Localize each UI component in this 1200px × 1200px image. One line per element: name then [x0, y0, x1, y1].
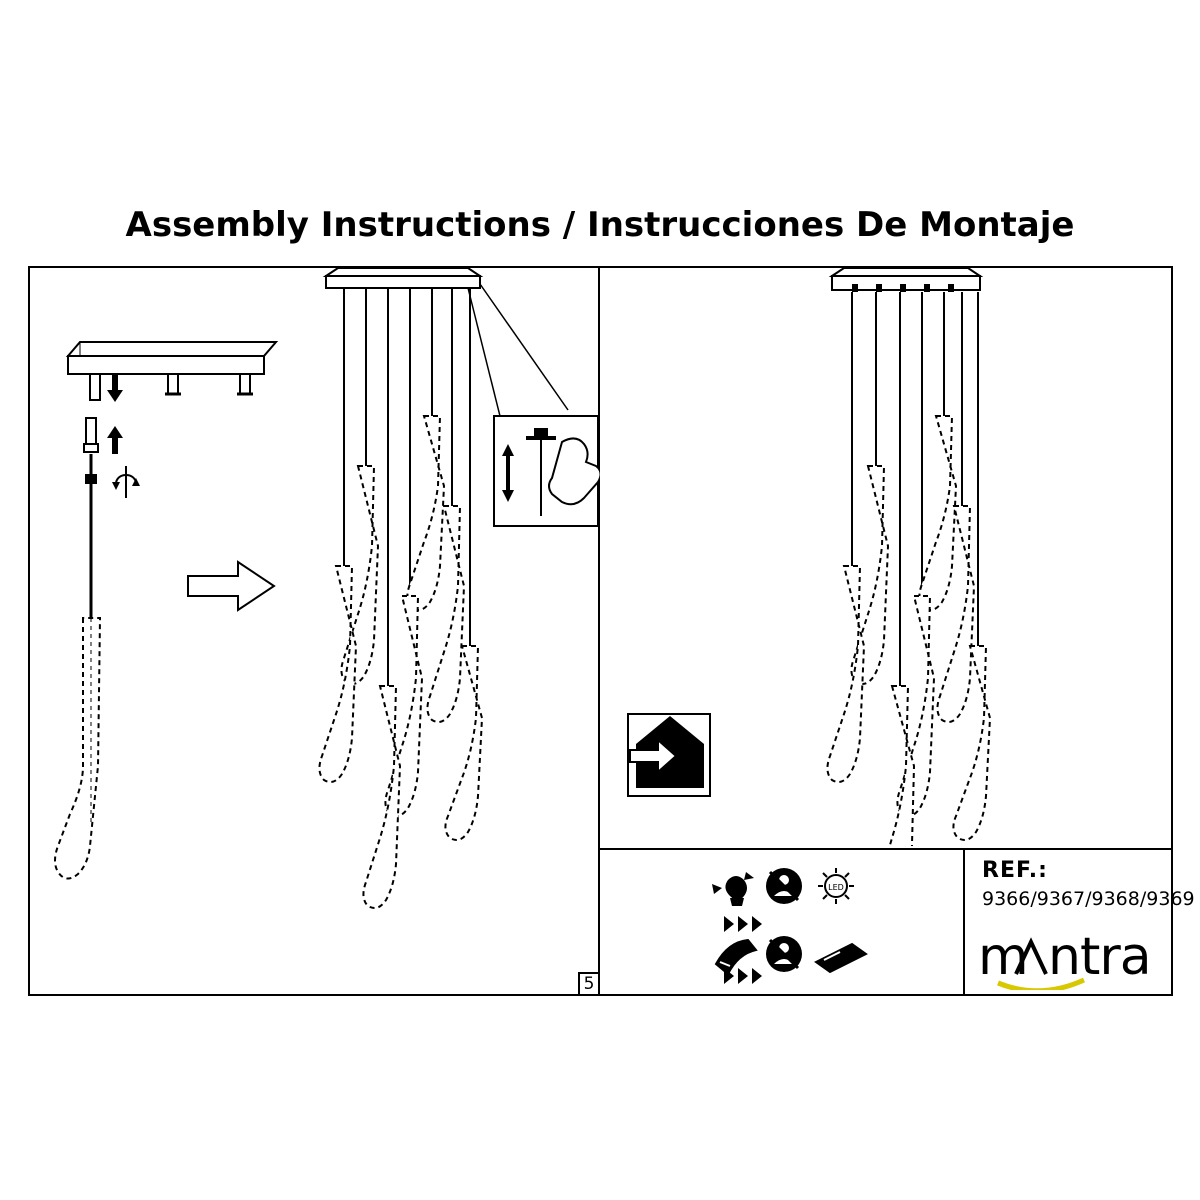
svg-text:LED: LED: [828, 883, 844, 892]
arrows-triple-icon: [724, 916, 762, 932]
mantra-logo-svg: [978, 928, 1173, 990]
no-service-person-icon-2: [766, 936, 802, 972]
ceiling-mount-plate: [68, 342, 276, 400]
pendant-lamp-cluster-assembled: [827, 268, 990, 846]
page-title: Assembly Instructions / Instrucciones De Montaje: [125, 205, 1075, 245]
right-arrow-icon: [188, 562, 274, 610]
cable-adjust-callout: [468, 284, 600, 526]
single-pendant-lamp: [55, 454, 100, 879]
led-driver-icon: [816, 944, 866, 972]
up-arrow-icon: [107, 426, 123, 454]
led-sun-icon: [818, 868, 854, 904]
rotate-arrow-icon: [85, 466, 140, 498]
pendant-lamp-cluster: [319, 268, 482, 908]
down-arrow-icon: [107, 374, 123, 402]
bent-led-strip-icon: [716, 940, 756, 974]
page-number: 5: [578, 972, 600, 996]
detached-socket: [84, 418, 98, 452]
horizontal-divider: [598, 848, 1173, 850]
brand-text-m: m: [978, 928, 1028, 987]
brand-logo: [978, 928, 1168, 988]
broken-bulb-icon: [712, 872, 754, 906]
left-panel-drawing: [28, 266, 600, 996]
right-panel-drawing: [600, 266, 1172, 846]
brand-text-ntra: ntra: [1048, 928, 1151, 987]
no-service-person-icon: [766, 868, 802, 904]
ref-label: REF.:: [982, 858, 1048, 883]
ref-value: 9366/9367/9368/9369: [982, 888, 1195, 910]
vertical-divider-lower: [963, 848, 965, 996]
symbols-legend-panel: [700, 862, 960, 992]
house-with-arrow-icon: [628, 714, 710, 796]
